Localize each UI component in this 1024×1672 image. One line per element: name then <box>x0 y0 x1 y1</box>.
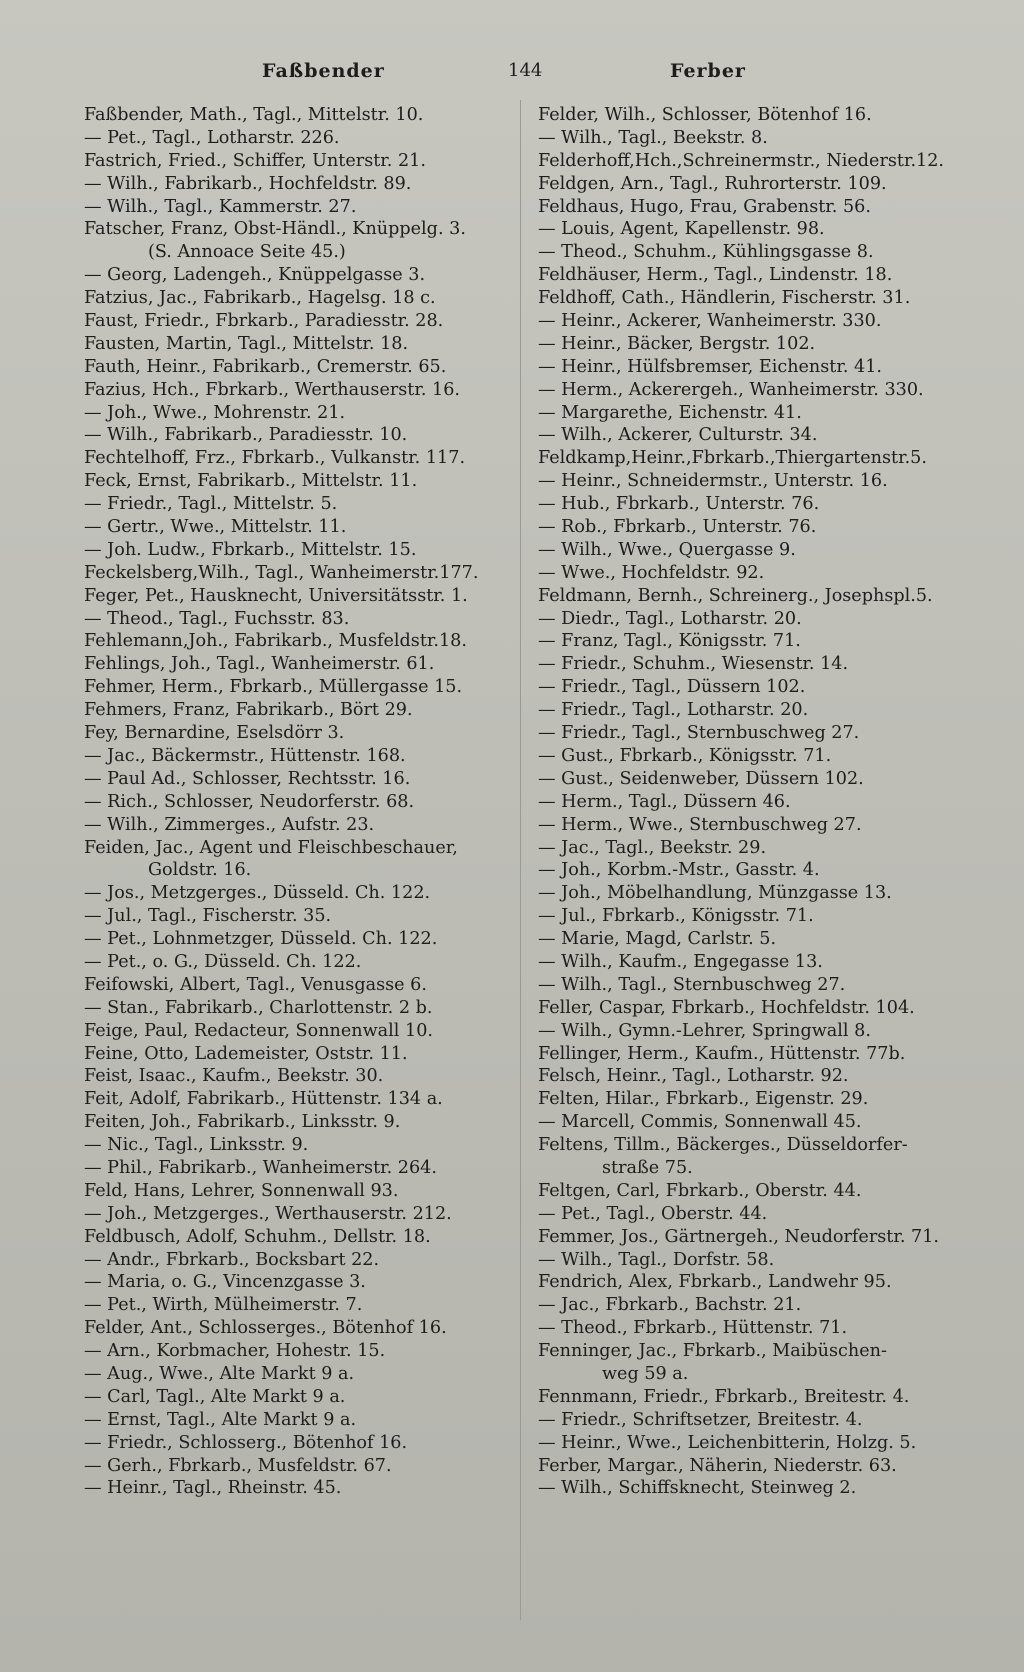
directory-entry: — Wilh., Wwe., Quergasse 9. <box>538 539 796 560</box>
directory-entry: Feiten, Joh., Fabrikarb., Linksstr. 9. <box>84 1112 401 1133</box>
directory-entry: — Joh., Wwe., Mohrenstr. 21. <box>84 402 346 423</box>
directory-entry: — Wwe., Hochfeldstr. 92. <box>538 562 765 583</box>
directory-entry: — Friedr., Schlosserg., Bötenhof 16. <box>84 1432 408 1453</box>
directory-entry: — Wilh., Tagl., Beekstr. 8. <box>538 127 768 148</box>
directory-entry: Fehlings, Joh., Tagl., Wanheimerstr. 61. <box>84 654 435 675</box>
directory-entry: — Friedr., Tagl., Lotharstr. 20. <box>538 700 809 721</box>
directory-entry: — Paul Ad., Schlosser, Rechtsstr. 16. <box>84 768 411 789</box>
directory-entry: — Joh., Metzgerges., Werthauserstr. 212. <box>84 1203 452 1224</box>
directory-entry: — Friedr., Tagl., Düssern 102. <box>538 677 806 698</box>
directory-entry: — Herm., Wwe., Sternbuschweg 27. <box>538 814 862 835</box>
directory-entry: Fellinger, Herm., Kaufm., Hüttenstr. 77b. <box>538 1043 906 1064</box>
directory-entry: Feldhäuser, Herm., Tagl., Lindenstr. 18. <box>538 265 893 286</box>
directory-entry: — Friedr., Tagl., Mittelstr. 5. <box>84 494 338 515</box>
directory-entry: — Wilh., Schiffsknecht, Steinweg 2. <box>538 1478 857 1499</box>
directory-entry: Feldgen, Arn., Tagl., Ruhrorterstr. 109. <box>538 173 887 194</box>
directory-entry: — Friedr., Tagl., Sternbuschweg 27. <box>538 723 860 744</box>
directory-entry: — Herm., Ackerergeh., Wanheimerstr. 330. <box>538 379 924 400</box>
directory-entry: Fendrich, Alex, Fbrkarb., Landwehr 95. <box>538 1272 892 1293</box>
directory-entry: — Hub., Fbrkarb., Unterstr. 76. <box>538 494 820 515</box>
directory-entry: — Joh., Korbm.-Mstr., Gasstr. 4. <box>538 860 820 881</box>
directory-entry: Ferber, Margar., Näherin, Niederstr. 63. <box>538 1455 897 1476</box>
directory-entry: — Wilh., Tagl., Dorfstr. 58. <box>538 1249 775 1270</box>
directory-entry: — Gerh., Fbrkarb., Musfeldstr. 67. <box>84 1455 392 1476</box>
directory-entry: — Jac., Bäckermstr., Hüttenstr. 168. <box>84 745 406 766</box>
directory-entry: Fenninger, Jac., Fbrkarb., Maibüschen- <box>538 1341 887 1362</box>
directory-entry-continuation: (S. Annoace Seite 45.) <box>148 242 346 263</box>
directory-entry: — Joh., Möbelhandlung, Münzgasse 13. <box>538 883 892 904</box>
directory-entry: Felderhoff,Hch.,Schreinermstr., Niederstr.12. <box>538 150 945 171</box>
directory-entry: — Diedr., Tagl., Lotharstr. 20. <box>538 608 802 629</box>
directory-entry-continuation: Goldstr. 16. <box>148 860 252 881</box>
directory-entry: Fechtelhoff, Frz., Fbrkarb., Vulkanstr. 117. <box>84 448 466 469</box>
directory-entry: Feige, Paul, Redacteur, Sonnenwall 10. <box>84 1020 433 1041</box>
directory-entry-continuation: straße 75. <box>602 1157 693 1178</box>
directory-entry: Feld, Hans, Lehrer, Sonnenwall 93. <box>84 1180 399 1201</box>
directory-entry: — Wilh., Fabrikarb., Paradiesstr. 10. <box>84 425 408 446</box>
directory-entry: — Wilh., Gymn.-Lehrer, Springwall 8. <box>538 1020 871 1041</box>
directory-entry: — Marcell, Commis, Sonnenwall 45. <box>538 1112 862 1133</box>
directory-entry: Feine, Otto, Lademeister, Oststr. 11. <box>84 1043 408 1064</box>
directory-entry: — Friedr., Schuhm., Wiesenstr. 14. <box>538 654 849 675</box>
directory-entry: Felder, Wilh., Schlosser, Bötenhof 16. <box>538 105 872 125</box>
directory-entry: Felder, Ant., Schlosserges., Bötenhof 16. <box>84 1318 447 1339</box>
directory-entry: — Theod., Tagl., Fuchsstr. 83. <box>84 608 350 629</box>
directory-entry: Fatscher, Franz, Obst-Händl., Knüppelg. 3. <box>84 219 466 240</box>
directory-entry: — Aug., Wwe., Alte Markt 9 a. <box>84 1363 355 1384</box>
directory-entry: — Louis, Agent, Kapellenstr. 98. <box>538 219 825 240</box>
directory-entry: — Jul., Tagl., Fischerstr. 35. <box>84 906 332 927</box>
directory-entry: Feist, Isaac., Kaufm., Beekstr. 30. <box>84 1066 384 1087</box>
right-column <box>538 104 968 1500</box>
directory-entry: Fehmer, Herm., Fbrkarb., Müllergasse 15. <box>84 677 463 698</box>
directory-entry: Femmer, Jos., Gärtnergeh., Neudorferstr. 71. <box>538 1226 939 1247</box>
directory-entry: — Franz, Tagl., Königsstr. 71. <box>538 631 801 652</box>
directory-entry: — Margarethe, Eichenstr. 41. <box>538 402 802 423</box>
directory-entry: Fauth, Heinr., Fabrikarb., Cremerstr. 65. <box>84 356 447 377</box>
directory-entry: Feltgen, Carl, Fbrkarb., Oberstr. 44. <box>538 1180 862 1201</box>
directory-entry: — Ernst, Tagl., Alte Markt 9 a. <box>84 1409 357 1430</box>
directory-entry: — Wilh., Fabrikarb., Hochfeldstr. 89. <box>84 173 412 194</box>
directory-entry: Faust, Friedr., Fbrkarb., Paradiesstr. 28. <box>84 311 444 332</box>
directory-entry: Felten, Hilar., Fbrkarb., Eigenstr. 29. <box>538 1089 869 1110</box>
directory-entry: — Joh. Ludw., Fbrkarb., Mittelstr. 15. <box>84 539 417 560</box>
directory-entry: Feldhaus, Hugo, Frau, Grabenstr. 56. <box>538 196 871 217</box>
directory-entry: — Heinr., Bäcker, Bergstr. 102. <box>538 333 816 354</box>
directory-entry: — Rich., Schlosser, Neudorferstr. 68. <box>84 791 415 812</box>
directory-entry: Feltens, Tillm., Bäckerges., Düsseldorfer- <box>538 1135 908 1156</box>
directory-entry: — Jac., Tagl., Beekstr. 29. <box>538 837 767 858</box>
header-right-catchword: Ferber <box>670 60 746 82</box>
directory-entry: — Nic., Tagl., Linksstr. 9. <box>84 1135 309 1156</box>
directory-entry: Feck, Ernst, Fabrikarb., Mittelstr. 11. <box>84 471 418 492</box>
directory-entry: Feit, Adolf, Fabrikarb., Hüttenstr. 134 a. <box>84 1089 443 1110</box>
directory-entry: Fazius, Hch., Fbrkarb., Werthauserstr. 16. <box>84 379 461 400</box>
directory-entry: — Heinr., Tagl., Rheinstr. 45. <box>84 1478 342 1499</box>
directory-entry: — Heinr., Ackerer, Wanheimerstr. 330. <box>538 311 882 332</box>
directory-entry: — Gust., Seidenweber, Düssern 102. <box>538 768 864 789</box>
directory-entry: — Gust., Fbrkarb., Königsstr. 71. <box>538 745 832 766</box>
directory-entry: — Pet., Wirth, Mülheimerstr. 7. <box>84 1295 363 1316</box>
directory-entry: Feldhoff, Cath., Händlerin, Fischerstr. 31. <box>538 288 911 309</box>
directory-entry: Feller, Caspar, Fbrkarb., Hochfeldstr. 104. <box>538 997 915 1018</box>
directory-entry: — Marie, Magd, Carlstr. 5. <box>538 929 777 950</box>
directory-entry: — Theod., Schuhm., Kühlingsgasse 8. <box>538 242 874 263</box>
directory-entry: Feifowski, Albert, Tagl., Venusgasse 6. <box>84 974 427 995</box>
directory-entry: — Wilh., Ackerer, Culturstr. 34. <box>538 425 818 446</box>
directory-entry: Felsch, Heinr., Tagl., Lotharstr. 92. <box>538 1066 849 1087</box>
directory-entry: — Maria, o. G., Vincenzgasse 3. <box>84 1272 366 1293</box>
directory-entry: — Rob., Fbrkarb., Unterstr. 76. <box>538 517 817 538</box>
directory-entry: — Heinr., Wwe., Leichenbitterin, Holzg. 5. <box>538 1432 917 1453</box>
directory-entry: Feger, Pet., Hausknecht, Universitätsstr. 1. <box>84 585 468 606</box>
directory-entry: Feiden, Jac., Agent und Fleischbeschauer, <box>84 837 458 858</box>
left-column <box>84 104 514 1500</box>
directory-entry: — Carl, Tagl., Alte Markt 9 a. <box>84 1386 346 1407</box>
directory-entry: Feldkamp,Heinr.,Fbrkarb.,Thiergartenstr.5. <box>538 448 927 469</box>
directory-entry: — Pet., Tagl., Oberstr. 44. <box>538 1203 768 1224</box>
directory-entry: — Friedr., Schriftsetzer, Breitestr. 4. <box>538 1409 863 1430</box>
directory-entry: — Pet., Tagl., Lotharstr. 226. <box>84 127 340 148</box>
directory-entry: — Georg, Ladengeh., Knüppelgasse 3. <box>84 265 426 286</box>
directory-entry: Fehlemann,Joh., Fabrikarb., Musfeldstr.18. <box>84 631 467 652</box>
directory-entry: — Pet., Lohnmetzger, Düsseld. Ch. 122. <box>84 929 438 950</box>
directory-entry: — Heinr., Schneidermstr., Unterstr. 16. <box>538 471 888 492</box>
directory-entry: — Phil., Fabrikarb., Wanheimerstr. 264. <box>84 1157 437 1178</box>
directory-entry: — Stan., Fabrikarb., Charlottenstr. 2 b. <box>84 997 433 1018</box>
directory-entry: Fey, Bernardine, Eselsdörr 3. <box>84 723 345 744</box>
column-divider <box>520 100 521 1620</box>
directory-entry: Fastrich, Fried., Schiffer, Unterstr. 21. <box>84 150 426 171</box>
directory-entry: Feldmann, Bernh., Schreinerg., Josephspl.5. <box>538 585 933 606</box>
directory-entry: — Pet., o. G., Düsseld. Ch. 122. <box>84 951 362 972</box>
directory-entry: — Wilh., Tagl., Kammerstr. 27. <box>84 196 357 217</box>
directory-entry: — Jos., Metzgerges., Düsseld. Ch. 122. <box>84 883 431 904</box>
directory-entry: — Jul., Fbrkarb., Königsstr. 71. <box>538 906 814 927</box>
directory-entry: — Herm., Tagl., Düssern 46. <box>538 791 791 812</box>
directory-entry-continuation: weg 59 a. <box>602 1363 689 1384</box>
directory-entry: — Wilh., Tagl., Sternbuschweg 27. <box>538 974 846 995</box>
directory-entry: Fennmann, Friedr., Fbrkarb., Breitestr. 4. <box>538 1386 910 1407</box>
page-number: 144 <box>508 60 543 81</box>
directory-entry: Faßbender, Math., Tagl., Mittelstr. 10. <box>84 105 424 125</box>
directory-entry: — Arn., Korbmacher, Hohestr. 15. <box>84 1341 386 1362</box>
directory-entry: — Heinr., Hülfsbremser, Eichenstr. 41. <box>538 356 883 377</box>
directory-entry: — Andr., Fbrkarb., Bocksbart 22. <box>84 1249 380 1270</box>
directory-entry: Feckelsberg,Wilh., Tagl., Wanheimerstr.177. <box>84 562 479 583</box>
directory-entry: Feldbusch, Adolf, Schuhm., Dellstr. 18. <box>84 1226 431 1247</box>
header-left-catchword: Faßbender <box>262 60 385 82</box>
directory-entry: Fatzius, Jac., Fabrikarb., Hagelsg. 18 c. <box>84 288 436 309</box>
directory-entry: — Gertr., Wwe., Mittelstr. 11. <box>84 517 347 538</box>
page-header <box>0 60 1024 100</box>
directory-entry: Fausten, Martin, Tagl., Mittelstr. 18. <box>84 333 409 354</box>
directory-entry: — Wilh., Kaufm., Engegasse 13. <box>538 951 823 972</box>
directory-entry: — Wilh., Zimmerges., Aufstr. 23. <box>84 814 375 835</box>
directory-entry: — Jac., Fbrkarb., Bachstr. 21. <box>538 1295 802 1316</box>
directory-entry: Fehmers, Franz, Fabrikarb., Bört 29. <box>84 700 413 721</box>
directory-entry: — Theod., Fbrkarb., Hüttenstr. 71. <box>538 1318 848 1339</box>
